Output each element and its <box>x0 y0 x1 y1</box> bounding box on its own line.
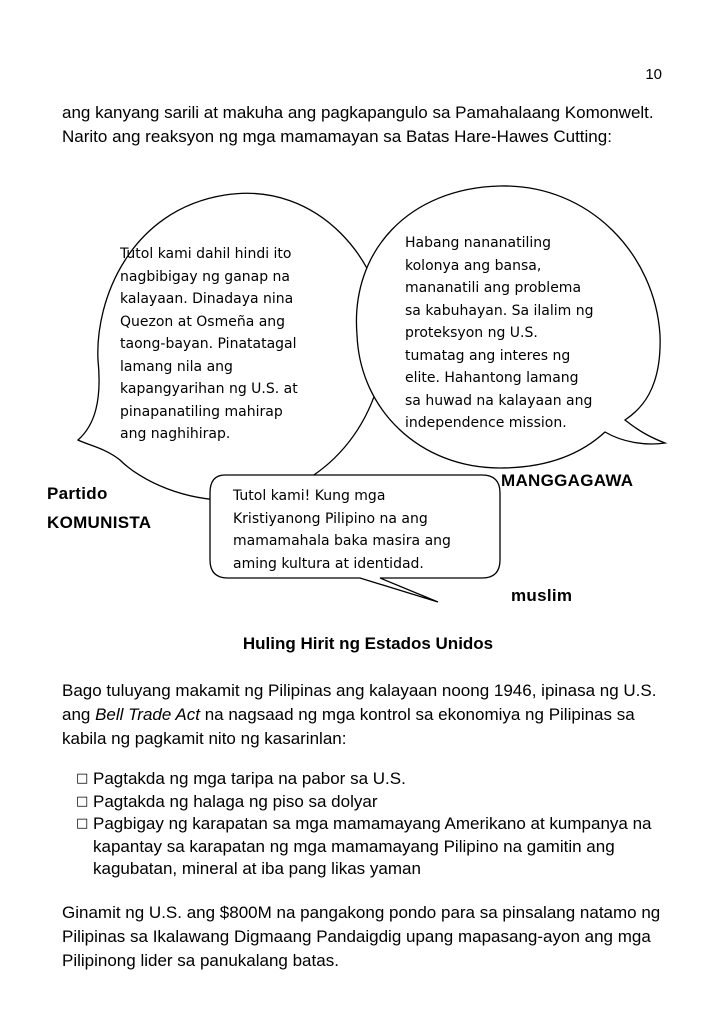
intro-paragraph: ang kanyang sarili at makuha ang pagkapangulo sa Pamahalaang Komonwelt. Narito ang reaksyon ng mga mamamayan sa Batas Hare-Hawes Cutting: <box>62 103 654 146</box>
quote-line: mamamahala baka masira ang <box>233 533 451 549</box>
quote-line: nagbibigay ng ganap na <box>120 268 291 285</box>
partido-komunista-quote <box>120 243 340 446</box>
paragraph-text-before: Bago tuluyang makamit ng Pilipinas ang kalayaan noong 1946, ipinasa ng U.S. ang <box>62 681 657 724</box>
muslim-label: muslim <box>511 586 573 605</box>
provisions-list <box>76 768 696 881</box>
paragraph-text-after: na nagsaad ng mga kontrol sa ekonomiya ng Pilipinas sa kabila ng pagkamit nito ng kasarinlan: <box>62 705 635 748</box>
funding-paragraph: Ginamit ng U.S. ang $800M na pangakong pondo para sa pinsalang natamo ng Pilipinas sa Ikalawang Digmaang Pandaigdig upang mapasang-ayon ang mga Pilipinong lider sa panukalang batas. <box>62 903 661 970</box>
muslim-quote <box>233 485 493 575</box>
manggagawa-quote <box>405 232 645 435</box>
bell-trade-act-term: Bell Trade Act <box>95 705 200 724</box>
list-item-text: Pagtakda ng halaga ng piso sa dolyar <box>93 791 378 811</box>
quote-line: kapangyarihan ng U.S. at <box>120 381 298 397</box>
quote-line: kolonya ang bansa, <box>405 257 542 274</box>
page-number: 10 <box>645 66 662 83</box>
quote-line: independence mission. <box>405 415 567 431</box>
list-item-text: Pagbigay ng karapatan sa mga mamamayang Amerikano at kumpanya na kapantay sa karapatan ng mga mamamayang Pilipino na gamitin ang kagubatan, mineral at iba pang likas yaman <box>93 814 652 878</box>
manggagawa-label: MANGGAGAWA <box>501 471 634 490</box>
komunista-label: KOMUNISTA <box>47 513 152 532</box>
section-title: Huling Hirit ng Estados Unidos <box>242 634 494 653</box>
quote-line: sa kabuhayan. Sa ilalim ng <box>405 302 594 319</box>
list-item-text: Pagtakda ng mga taripa na pabor sa U.S. <box>93 769 406 788</box>
quote-line: Tutol kami! Kung mga <box>233 488 386 504</box>
checkbox-bullet-icon: □ <box>76 793 89 809</box>
bell-trade-act-paragraph <box>62 679 682 751</box>
list-item <box>76 813 696 881</box>
quote-line: Habang nananatiling <box>405 235 552 251</box>
quote-line: proteksyon ng U.S. <box>405 325 538 341</box>
quote-line: tumatag ang interes ng <box>405 347 571 364</box>
quote-line: Kristiyanong Pilipino na ang <box>233 510 428 527</box>
quote-line: taong-bayan. Pinatatagal <box>120 336 297 352</box>
quote-line: mananatili ang problema <box>405 280 582 296</box>
quote-line: kalayaan. Dinadaya nina <box>120 291 294 307</box>
quote-line: Quezon at Osmeña ang <box>120 313 286 330</box>
quote-line: pinapanatiling mahirap <box>120 403 283 420</box>
quote-line: elite. Hahantong lamang <box>405 370 579 386</box>
quote-line: aming kultura at identidad. <box>233 555 424 572</box>
checkbox-bullet-icon: □ <box>76 816 89 831</box>
quote-line: ang naghihirap. <box>120 426 231 442</box>
quote-line: lamang nila ang <box>120 358 233 375</box>
checkbox-bullet-icon: □ <box>76 771 89 786</box>
quote-line: Tutol kami dahil hindi ito <box>120 246 292 262</box>
list-item <box>76 791 696 814</box>
list-item <box>76 768 696 791</box>
quote-line: sa huwad na kalayaan ang <box>405 392 593 409</box>
partido-label: Partido <box>47 484 108 503</box>
